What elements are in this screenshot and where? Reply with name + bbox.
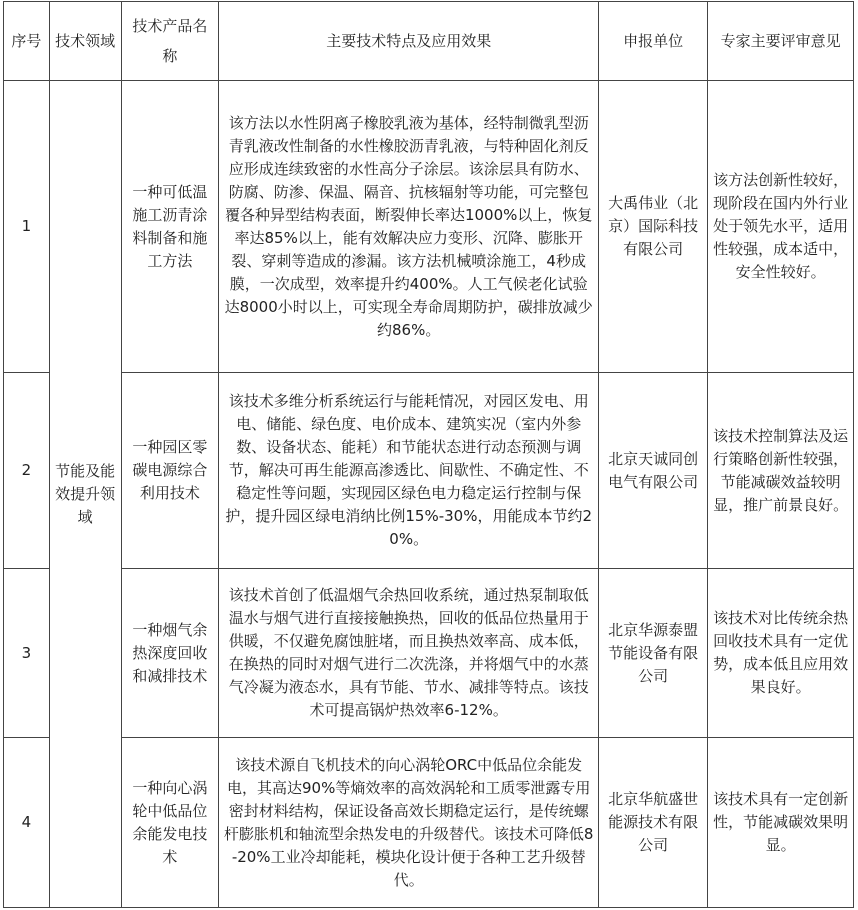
- row-seq: 1: [4, 81, 50, 373]
- row-seq: 2: [4, 373, 50, 569]
- table-row: [4, 569, 854, 738]
- row-seq: 3: [4, 569, 50, 738]
- header-product: 技术产品名称: [121, 2, 219, 81]
- technology-table: [3, 1, 854, 908]
- row-unit: 大禹伟业（北京）国际科技有限公司: [599, 81, 708, 373]
- row-product: 一种可低温施工沥青涂料制备和施工方法: [121, 81, 219, 373]
- table-row: [4, 373, 854, 569]
- row-features: 该技术多维分析系统运行与能耗情况，对园区发电、用电、储能、绿色度、电价成本、建筑实况（室内外参数、设备状态、能耗）和节能状态进行动态预测与调节，解决可再生能源高渗透比、间歇性、不确定性、不稳定性等问题，实现园区绿色电力稳定运行控制与保护，提升园区绿电消纳比例15%-30%，用能成本节约20%。: [219, 373, 599, 569]
- field-cell: 节能及能效提升领域: [49, 81, 121, 908]
- row-features: 该技术源自飞机技术的向心涡轮ORC中低品位余能发电，其高达90%等熵效率的高效涡轮和工质零泄露专用密封材料结构，保证设备高效长期稳定运行，是传统螺杆膨胀机和轴流型余热发电的升级替代。该技术可降低8-20%工业冷却能耗，模块化设计便于各种工艺升级替代。: [219, 738, 599, 908]
- row-opinion: 该技术控制算法及运行策略创新性较强，节能减碳效益较明显，推广前景良好。: [708, 373, 854, 569]
- row-opinion: 该技术对比传统余热回收技术具有一定优势，成本低且应用效果良好。: [708, 569, 854, 738]
- table-row: [4, 81, 854, 373]
- row-product: 一种园区零碳电源综合利用技术: [121, 373, 219, 569]
- header-features: 主要技术特点及应用效果: [219, 2, 599, 81]
- row-features: 该技术首创了低温烟气余热回收系统，通过热泵制取低温水与烟气进行直接接触换热，回收的低品位热量用于供暖，不仅避免腐蚀脏堵，而且换热效率高、成本低，在换热的同时对烟气进行二次洗涤，并将烟气中的水蒸气冷凝为液态水，具有节能、节水、减排等特点。该技术可提高锅炉热效率6-12%。: [219, 569, 599, 738]
- row-unit: 北京天诚同创电气有限公司: [599, 373, 708, 569]
- header-field: 技术领域: [49, 2, 121, 81]
- table-row: [4, 738, 854, 908]
- header-unit: 申报单位: [599, 2, 708, 81]
- header-opinion: 专家主要评审意见: [708, 2, 854, 81]
- row-unit: 北京华航盛世能源技术有限公司: [599, 738, 708, 908]
- row-opinion: 该技术具有一定创新性，节能减碳效果明显。: [708, 738, 854, 908]
- row-product: 一种向心涡轮中低品位余能发电技术: [121, 738, 219, 908]
- row-opinion: 该方法创新性较好，现阶段在国内外行业处于领先水平，适用性较强，成本适中，安全性较好。: [708, 81, 854, 373]
- row-features: 该方法以水性阴离子橡胶乳液为基体，经特制微乳型沥青乳液改性制备的水性橡胶沥青乳液，与特种固化剂反应形成连续致密的水性高分子涂层。该涂层具有防水、防腐、防渗、保温、隔音、抗核辐射等功能，可完整包覆各种异型结构表面，断裂伸长率达1000%以上，恢复率达85%以上，能有效解决应力变形、沉降、膨胀开裂、穿刺等造成的渗漏。该方法机械喷涂施工，4秒成膜，一次成型，效率提升约400%。人工气候老化试验达8000小时以上，可实现全寿命周期防护，碳排放减少约86%。: [219, 81, 599, 373]
- row-unit: 北京华源泰盟节能设备有限公司: [599, 569, 708, 738]
- row-product: 一种烟气余热深度回收和减排技术: [121, 569, 219, 738]
- row-seq: 4: [4, 738, 50, 908]
- header-row: [4, 2, 854, 81]
- header-seq: 序号: [4, 2, 50, 81]
